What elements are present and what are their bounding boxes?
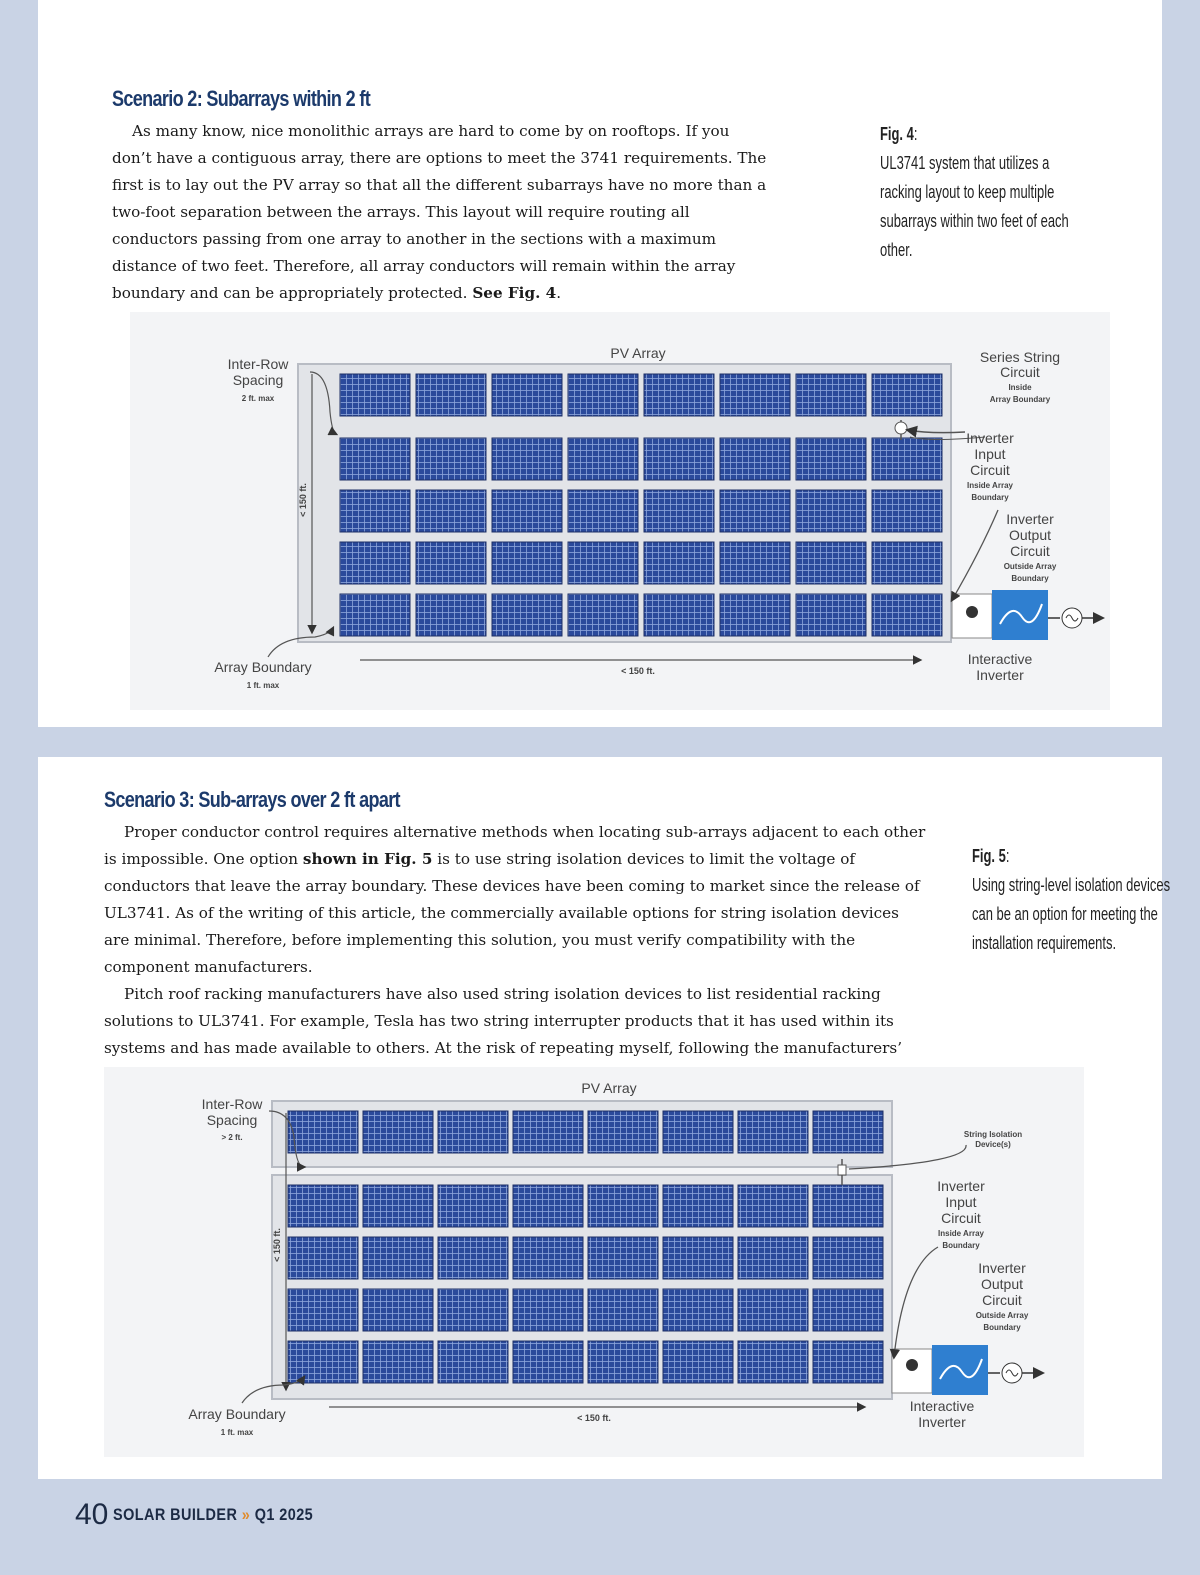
scenario-3-paragraph-1 <box>104 819 929 981</box>
fig-5-caption: Fig. 5: Using string-level isolation devices can be an option for meeting the installation requirements. <box>972 846 1171 953</box>
figure-4-inverter-input-label: Inverter <box>966 430 1014 446</box>
solar-module <box>644 542 714 584</box>
solar-module <box>416 438 486 480</box>
figure-5-pv-array-label: PV Array <box>581 1080 637 1096</box>
figure-5-inverter-output-label-4: Outside Array <box>975 1311 1029 1320</box>
fig-4-reference: See Fig. 4 <box>472 284 557 302</box>
solar-module <box>720 542 790 584</box>
solar-module <box>288 1289 358 1331</box>
solar-module <box>513 1111 583 1153</box>
solar-module <box>872 594 942 636</box>
figure-4-inter-row-label: Inter-Row <box>227 356 289 372</box>
fig-4-caption-text: UL3741 system that utilizes a racking layout to keep multiple subarrays within two feet of each other. <box>880 153 1069 260</box>
solar-module <box>720 490 790 532</box>
figure-5-isolation-label-2: Device(s) <box>975 1140 1011 1149</box>
figure-5-spacing-max-label: > 2 ft. <box>221 1133 243 1142</box>
solar-module <box>568 374 638 416</box>
solar-module <box>663 1341 733 1383</box>
figure-4-width-label: < 150 ft. <box>621 666 655 676</box>
figure-5-boundary-max-label: 1 ft. max <box>220 1428 254 1437</box>
solar-module <box>340 490 410 532</box>
solar-module <box>416 542 486 584</box>
solar-module <box>813 1289 883 1331</box>
figure-4-series-label-3: Inside <box>1008 383 1032 392</box>
figure-5-inter-row-label: Inter-Row <box>201 1096 263 1112</box>
figure-5-inverter-output-label-3: Circuit <box>982 1292 1022 1308</box>
solar-module <box>720 438 790 480</box>
solar-module <box>644 490 714 532</box>
figure-5-width-label: < 150 ft. <box>577 1413 611 1423</box>
solar-module <box>813 1237 883 1279</box>
solar-module <box>796 542 866 584</box>
figure-4-series-label-2: Circuit <box>1000 364 1040 380</box>
figure-5-inverter-output-label: Inverter <box>978 1260 1026 1276</box>
solar-module <box>588 1185 658 1227</box>
solar-module <box>796 438 866 480</box>
solar-module <box>288 1111 358 1153</box>
solar-module <box>492 374 562 416</box>
solar-module <box>416 490 486 532</box>
scenario-3-body <box>104 819 929 1089</box>
solar-module <box>492 490 562 532</box>
figure-4-interactive-inverter-label: Interactive <box>967 651 1033 667</box>
figure-4-pv-array-label: PV Array <box>610 345 666 361</box>
solar-module <box>588 1289 658 1331</box>
figure-5-inverter-input-label-5: Boundary <box>942 1241 980 1250</box>
figure-4-diagram <box>130 312 1110 710</box>
solar-module <box>568 490 638 532</box>
article-panel-scenario-2 <box>38 0 1162 727</box>
scenario-2-body <box>112 118 772 307</box>
page-footer <box>75 1498 348 1532</box>
figure-4-inverter-output-label: Inverter <box>1006 511 1054 527</box>
figure-5-spacing-label: Spacing <box>206 1112 258 1128</box>
solar-module <box>872 542 942 584</box>
solar-module <box>663 1111 733 1153</box>
solar-module <box>492 542 562 584</box>
solar-module <box>513 1185 583 1227</box>
solar-module <box>644 438 714 480</box>
solar-module <box>363 1237 433 1279</box>
scenario-3-heading: Scenario 3: Sub-arrays over 2 ft apart <box>104 787 400 812</box>
solar-module <box>438 1289 508 1331</box>
figure-5-boundary-label: Array Boundary <box>188 1406 286 1422</box>
p1-b: is to use string isolation devices to limit the voltage of conductors that leave the array boundary. These devices have been coming to market since the release of UL3741. As of the writing of this article, the commercially available options for string isolation devices are minimal. Therefore, before implementing this solution, you must verify compatibility with the component manufacturers. <box>104 850 920 976</box>
figure-4-inverter-output-label-2: Output <box>1008 527 1052 543</box>
solar-module <box>663 1185 733 1227</box>
footer-publication <box>113 1505 313 1525</box>
solar-module <box>738 1341 808 1383</box>
solar-module <box>492 594 562 636</box>
solar-module <box>720 374 790 416</box>
figure-5-interactive-inverter-label: Interactive <box>909 1398 975 1414</box>
solar-module <box>738 1289 808 1331</box>
scenario-2-body-main: As many know, nice monolithic arrays are hard to come by on rooftops. If you don’t have a contiguous array, there are options to meet the 3741 requirements. The first is to lay out the PV array so that all the different subarrays have no more than a two-foot separation between the arrays. This layout will require routing all conductors passing from one array to another in the sections with a maximum distance of two feet. Therefore, all array conductors will remain within the array boundary and can be appropriately protected. <box>112 122 767 302</box>
figure-5-inverter-input-label-3: Circuit <box>941 1210 981 1226</box>
string-isolation-device-icon <box>838 1165 846 1175</box>
body-end: . <box>556 284 562 302</box>
page-number: 40 <box>75 1498 109 1531</box>
solar-module <box>720 594 790 636</box>
solar-module <box>663 1289 733 1331</box>
solar-module <box>644 594 714 636</box>
fig-5-label: Fig. 5 <box>972 846 1006 866</box>
figure-4-inverter-output-label-4: Outside Array <box>1003 562 1057 571</box>
solar-module <box>438 1185 508 1227</box>
solar-module <box>568 438 638 480</box>
solar-module <box>872 490 942 532</box>
solar-module <box>813 1341 883 1383</box>
solar-module <box>738 1111 808 1153</box>
figure-4-inverter-input-label-5: Boundary <box>971 493 1009 502</box>
solar-module <box>796 594 866 636</box>
figure-5-diagram <box>104 1067 1084 1457</box>
figure-5-inverter-input-label-2: Input <box>945 1194 977 1210</box>
figure-4-inverter-output-label-3: Circuit <box>1010 543 1050 559</box>
solar-module <box>340 594 410 636</box>
solar-module <box>738 1185 808 1227</box>
figure-5-inverter-output-label-2: Output <box>980 1276 1024 1292</box>
solar-module <box>288 1237 358 1279</box>
solar-module <box>588 1237 658 1279</box>
fig-4-label: Fig. 4 <box>880 124 914 144</box>
solar-module <box>644 374 714 416</box>
scenario-3-paragraph-2: Pitch roof racking manufacturers have also used string isolation devices to list residential racking solutions to UL3741. For example, Tesla has two string interrupter products that it has used within its systems and has made available to others. At the risk of repeating myself, following the manufacturers’ <box>104 985 903 1057</box>
solar-module <box>492 438 562 480</box>
solar-module <box>588 1111 658 1153</box>
scenario-2-heading: Scenario 2: Subarrays within 2 ft <box>112 86 371 111</box>
figure-4-series-label-4: Array Boundary <box>989 395 1051 404</box>
figure-5-isolation-label: String Isolation <box>963 1130 1023 1139</box>
solar-module <box>363 1185 433 1227</box>
solar-module <box>340 542 410 584</box>
figure-4-series-label: Series String <box>979 349 1061 365</box>
solar-module <box>340 374 410 416</box>
solar-module <box>513 1237 583 1279</box>
figure-4-boundary-label: Array Boundary <box>214 659 312 675</box>
issue-label: Q1 2025 <box>254 1505 313 1524</box>
magazine-name: SOLAR BUILDER <box>112 1505 238 1524</box>
figure-5-inverter-input-label-4: Inside Array <box>938 1229 984 1238</box>
solar-module <box>813 1185 883 1227</box>
figure-5-interactive-inverter-label-2: Inverter <box>918 1414 966 1430</box>
solar-module <box>416 594 486 636</box>
figure-4-inverter-input-label-2: Input <box>974 446 1006 462</box>
solar-module <box>438 1341 508 1383</box>
solar-module <box>738 1237 808 1279</box>
solar-module <box>568 594 638 636</box>
solar-module <box>663 1237 733 1279</box>
solar-module <box>288 1341 358 1383</box>
figure-4-interactive-inverter-label-2: Inverter <box>976 667 1024 683</box>
solar-module <box>513 1341 583 1383</box>
figure-5-inverter-input-label: Inverter <box>937 1178 985 1194</box>
figure-4-height-label: < 150 ft. <box>298 483 308 517</box>
figure-4-spacing-max-label: 2 ft. max <box>241 394 275 403</box>
p1-a: Proper conductor control requires alternative methods when locating sub-arrays adjacent to each other is impossible. One option <box>104 823 926 868</box>
article-panel-scenario-3 <box>38 757 1171 1479</box>
figure-5-inverter-output-label-5: Boundary <box>983 1323 1021 1332</box>
figure-4-inverter-input-label-4: Inside Array <box>967 481 1013 490</box>
solar-module <box>363 1341 433 1383</box>
figure-4-inverter-output-label-5: Boundary <box>1011 574 1049 583</box>
figure-4-spacing-label: Spacing <box>232 372 284 388</box>
solar-module <box>513 1289 583 1331</box>
footer-separator: » <box>241 1505 251 1524</box>
solar-module <box>588 1341 658 1383</box>
solar-module <box>416 374 486 416</box>
solar-module <box>872 374 942 416</box>
solar-module <box>438 1111 508 1153</box>
solar-module <box>813 1111 883 1153</box>
fig-5-caption-text: Using string-level isolation devices can be an option for meeting the installation requirements. <box>972 875 1171 953</box>
solar-module <box>363 1111 433 1153</box>
solar-module <box>796 374 866 416</box>
solar-module <box>288 1185 358 1227</box>
fig-5-reference: shown in Fig. 5 <box>302 850 433 868</box>
solar-module <box>363 1289 433 1331</box>
figure-4-inverter-input-label-3: Circuit <box>970 462 1010 478</box>
solar-module <box>872 438 942 480</box>
solar-module <box>568 542 638 584</box>
solar-module <box>340 438 410 480</box>
figure-5-height-label: < 150 ft. <box>272 1228 282 1262</box>
solar-module <box>438 1237 508 1279</box>
figure-4-boundary-max-label: 1 ft. max <box>246 681 280 690</box>
fig-4-caption: Fig. 4: UL3741 system that utilizes a racking layout to keep multiple subarrays within two feet of each other. <box>880 124 1069 260</box>
solar-module <box>796 490 866 532</box>
